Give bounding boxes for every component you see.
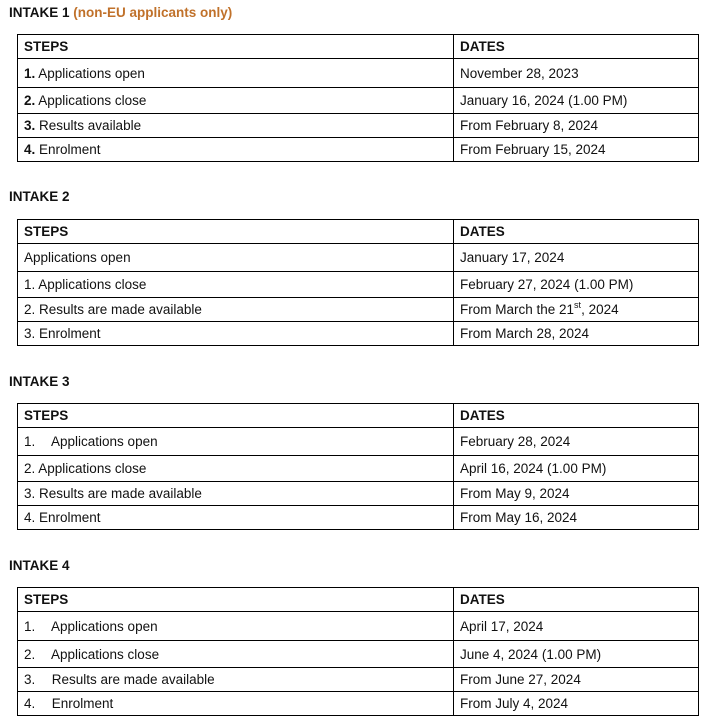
step-label: Applications close	[51, 646, 160, 662]
step-cell	[18, 428, 454, 456]
table-row	[18, 244, 699, 272]
table-row	[18, 114, 699, 138]
table-header-row	[18, 404, 699, 428]
table-row	[18, 482, 699, 506]
date-cell: April 16, 2024 (1.00 PM)	[454, 456, 699, 482]
step-number: 4.	[24, 142, 36, 157]
date-ordinal-suffix: st	[574, 299, 582, 310]
date-cell: February 27, 2024 (1.00 PM)	[454, 272, 699, 298]
intake-1-note: (non-EU applicants only)	[73, 5, 233, 20]
date-cell: April 17, 2024	[454, 612, 699, 641]
table-row	[18, 641, 699, 668]
table-row	[18, 456, 699, 482]
step-number: 1.	[24, 277, 36, 292]
step-cell	[18, 298, 454, 322]
step-number: 2.	[24, 461, 36, 476]
table-row	[18, 506, 699, 530]
date-cell	[454, 298, 699, 322]
step-cell	[18, 272, 454, 298]
step-number: 2.	[24, 93, 36, 108]
step-number: 1.	[24, 434, 36, 449]
step-label: Results are made available	[39, 302, 202, 317]
step-cell	[18, 506, 454, 530]
date-text-end: , 2024	[581, 302, 619, 317]
table-row	[18, 428, 699, 456]
step-label: Applications close	[38, 277, 147, 292]
step-cell	[18, 456, 454, 482]
step-cell	[18, 482, 454, 506]
step-cell	[18, 641, 454, 668]
intake-4-table	[17, 587, 699, 716]
step-number: 2.	[24, 302, 36, 317]
date-cell: From February 8, 2024	[454, 114, 699, 138]
step-number: 1.	[24, 65, 36, 81]
step-number: 3.	[24, 118, 36, 133]
step-number: 2.	[24, 646, 36, 662]
date-cell: November 28, 2023	[454, 59, 699, 88]
step-label: Enrolment	[39, 326, 101, 341]
step-label: Applications open	[51, 618, 158, 634]
intake-3-title	[9, 374, 70, 389]
step-label: Applications open	[51, 434, 158, 449]
step-cell	[18, 244, 454, 272]
table-header-row	[18, 588, 699, 612]
dates-header: DATES	[454, 588, 699, 612]
intake-4-title	[9, 558, 70, 573]
table-row	[18, 88, 699, 114]
date-cell: January 17, 2024	[454, 244, 699, 272]
date-cell: From May 9, 2024	[454, 482, 699, 506]
step-cell	[18, 88, 454, 114]
step-number: 1.	[24, 618, 36, 634]
table-row	[18, 59, 699, 88]
step-cell	[18, 114, 454, 138]
steps-header: STEPS	[18, 404, 454, 428]
step-cell	[18, 692, 454, 716]
steps-header: STEPS	[18, 588, 454, 612]
intake-2-title	[9, 189, 70, 204]
steps-header: STEPS	[18, 35, 454, 59]
date-text: From March the 21	[460, 302, 575, 317]
date-cell: From July 4, 2024	[454, 692, 699, 716]
step-number: 3.	[24, 486, 36, 501]
intake-1-title	[9, 5, 232, 20]
intake-3-title-text: INTAKE 3	[9, 374, 70, 389]
step-label: Results are made available	[39, 486, 202, 501]
step-label: Applications close	[38, 93, 147, 108]
dates-header: DATES	[454, 220, 699, 244]
step-number: 4.	[24, 510, 36, 525]
table-header-row	[18, 35, 699, 59]
intake-2-title-text: INTAKE 2	[9, 189, 70, 204]
steps-header: STEPS	[18, 220, 454, 244]
step-label: Results available	[39, 118, 142, 133]
intake-1-title-text: INTAKE 1	[9, 5, 70, 20]
step-number: 3.	[24, 672, 36, 687]
step-cell	[18, 138, 454, 162]
intake-1-table	[17, 34, 699, 162]
date-cell: From May 16, 2024	[454, 506, 699, 530]
step-number: 3.	[24, 326, 36, 341]
date-cell: January 16, 2024 (1.00 PM)	[454, 88, 699, 114]
step-label: Enrolment	[39, 510, 101, 525]
date-cell: June 4, 2024 (1.00 PM)	[454, 641, 699, 668]
step-label: Applications close	[38, 461, 147, 476]
dates-header: DATES	[454, 404, 699, 428]
step-cell	[18, 322, 454, 346]
date-cell: From March 28, 2024	[454, 322, 699, 346]
step-label: Applications open	[38, 65, 145, 81]
step-cell	[18, 668, 454, 692]
step-label: Enrolment	[51, 696, 114, 711]
date-cell: February 28, 2024	[454, 428, 699, 456]
step-label: Enrolment	[39, 142, 101, 157]
table-row	[18, 692, 699, 716]
intake-4-title-text: INTAKE 4	[9, 558, 70, 573]
table-header-row	[18, 220, 699, 244]
table-row	[18, 322, 699, 346]
intake-2-table	[17, 219, 699, 346]
table-row	[18, 272, 699, 298]
table-row	[18, 612, 699, 641]
table-row	[18, 298, 699, 322]
date-cell: From February 15, 2024	[454, 138, 699, 162]
table-row	[18, 668, 699, 692]
date-cell: From June 27, 2024	[454, 668, 699, 692]
step-number: 4.	[24, 696, 36, 711]
intake-3-table	[17, 403, 699, 530]
step-label: Applications open	[24, 250, 131, 265]
table-row	[18, 138, 699, 162]
dates-header: DATES	[454, 35, 699, 59]
step-label: Results are made available	[51, 672, 215, 687]
step-cell	[18, 59, 454, 88]
step-cell	[18, 612, 454, 641]
